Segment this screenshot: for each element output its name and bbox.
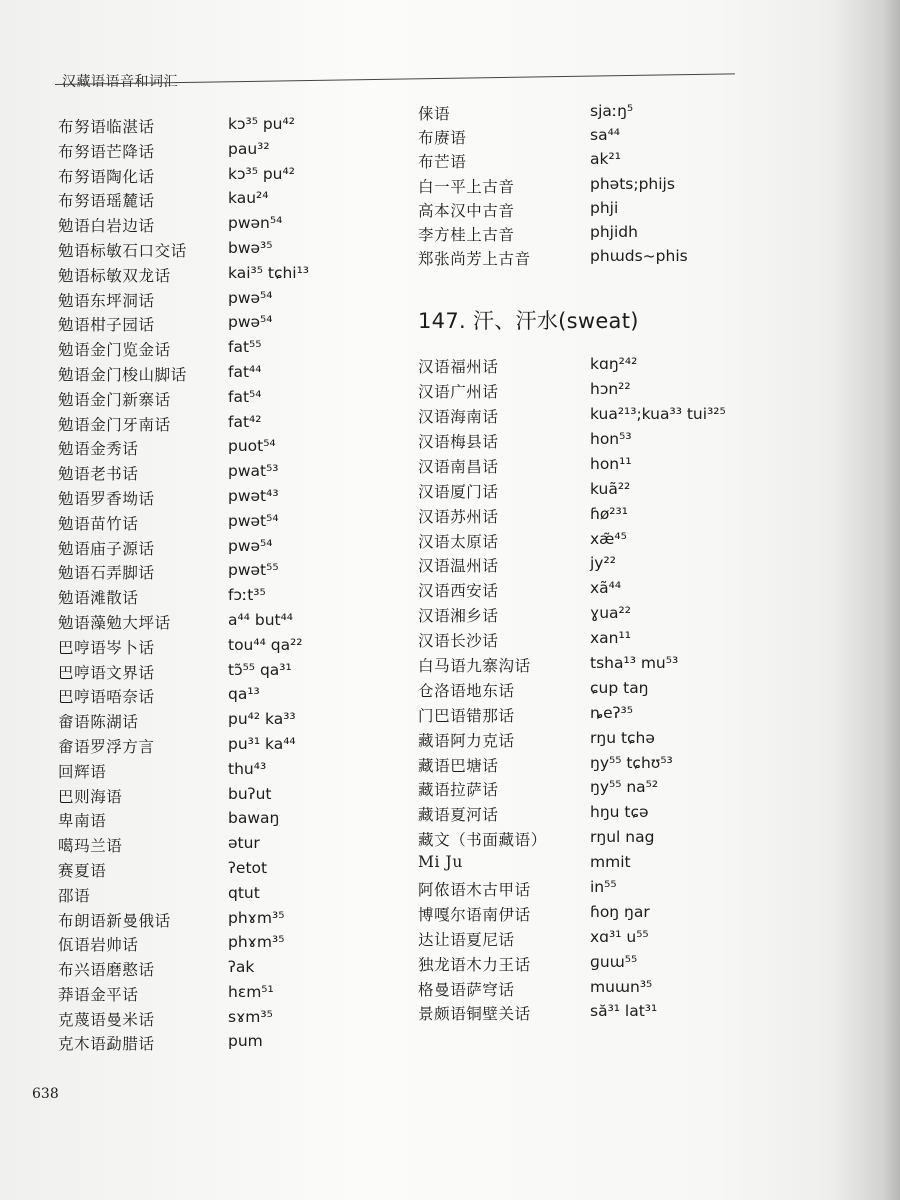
pronunciation: ak²¹ <box>590 150 621 169</box>
pronunciation: thu⁴³ <box>228 759 267 778</box>
language-name: 巴哼语文界话 <box>58 663 155 682</box>
entry-row <box>418 505 639 530</box>
pronunciation: tou⁴⁴ qa²² <box>228 635 303 654</box>
language-name: 藏语阿力克话 <box>418 731 515 750</box>
pronunciation: puot⁵⁴ <box>228 437 276 456</box>
pronunciation: pwə⁵⁴ <box>228 536 273 555</box>
pronunciation: qtut <box>228 883 260 902</box>
page-binding-shadow <box>830 0 900 1200</box>
language-name: 畲语陈湖话 <box>58 713 139 732</box>
language-name: 勉语标敏石口交话 <box>58 241 187 260</box>
language-name: 藏语巴塘话 <box>418 756 499 775</box>
pronunciation: kuã²² <box>590 479 631 498</box>
entry-row <box>418 380 639 405</box>
pronunciation: sa⁴⁴ <box>590 126 621 145</box>
pronunciation: tsha¹³ mu⁵³ <box>590 654 679 672</box>
pronunciation: xɑ³¹ u⁵⁵ <box>590 927 649 946</box>
language-name: 布努语临湛话 <box>58 118 155 136</box>
language-name: 莽语金平话 <box>58 985 139 1004</box>
pronunciation: rŋul nag <box>590 828 655 847</box>
language-name: 勉语金门新寨话 <box>58 390 171 409</box>
pronunciation: muɯn³⁵ <box>590 977 653 996</box>
language-name: 景颇语铜壁关话 <box>418 1005 531 1024</box>
entry-row <box>418 102 639 126</box>
entry-row <box>418 604 639 629</box>
pronunciation: ətur <box>228 834 260 853</box>
entry-row <box>418 355 639 380</box>
language-name: 高本汉中古音 <box>418 201 515 220</box>
pronunciation: pau³² <box>228 139 270 158</box>
language-name: 勉语标敏双龙话 <box>58 266 171 285</box>
entry-row <box>418 530 639 555</box>
pronunciation: hɔn²² <box>590 380 631 399</box>
pronunciation: phɯds~phis <box>590 247 688 266</box>
entry-row <box>418 199 639 223</box>
pronunciation: fat⁵⁴ <box>228 387 262 406</box>
language-name: 布努语瑶麓话 <box>58 192 155 211</box>
language-name: 布努语陶化话 <box>58 167 155 186</box>
entry-row <box>418 405 726 430</box>
language-name: 仓洛语地东话 <box>418 681 515 700</box>
pronunciation: ɦø²³¹ <box>590 504 628 523</box>
language-name: 卑南语 <box>58 812 107 831</box>
pronunciation: rŋu tɕhə <box>590 728 655 747</box>
language-name: 勉语罗香坳话 <box>58 489 155 508</box>
language-name: 勉语庙子源话 <box>58 539 155 558</box>
pronunciation: pwə⁵⁴ <box>228 288 273 307</box>
entry-row <box>418 878 639 903</box>
language-name: 汉语湘乡话 <box>418 607 499 626</box>
language-name: 勉语石弄脚话 <box>58 564 155 583</box>
language-name: 郑张尚芳上古音 <box>418 250 531 269</box>
pronunciation: tɔ̃⁵⁵ qa³¹ <box>228 660 292 679</box>
pronunciation: xan¹¹ <box>590 629 631 648</box>
pronunciation: ɕup taŋ <box>590 678 649 697</box>
entry-row <box>418 480 639 505</box>
pronunciation: hɛm⁵¹ <box>228 982 274 1001</box>
pronunciation: phəts;phijs <box>590 174 675 193</box>
pronunciation: pwat⁵³ <box>228 462 279 481</box>
language-name: 门巴语错那话 <box>418 706 515 725</box>
language-name: 勉语金秀话 <box>58 440 139 459</box>
language-name: 勉语东坪洞话 <box>58 291 155 310</box>
entry-row <box>418 853 639 878</box>
language-name: 汉语海南话 <box>418 408 499 427</box>
language-name: 汉语苏州话 <box>418 507 499 526</box>
pronunciation: hon¹¹ <box>590 454 632 473</box>
language-name: 博嘎尔语南伊话 <box>418 905 531 924</box>
entry-row <box>418 223 639 247</box>
language-name: 独龙语木力王话 <box>418 955 531 974</box>
pronunciation: qa¹³ <box>228 685 260 704</box>
pronunciation: jy²² <box>590 554 616 573</box>
language-name: 克木语勐腊话 <box>58 1035 155 1054</box>
pronunciation: kɑŋ²⁴² <box>590 355 638 374</box>
language-name: 勉语柑子园话 <box>58 316 155 335</box>
pronunciation: kua²¹³;kua³³ tui³²⁵ <box>590 405 726 424</box>
running-header: 汉藏语语音和词汇 <box>62 74 178 90</box>
pronunciation: buʔut <box>228 784 272 803</box>
language-name: 李方桂上古音 <box>418 225 515 244</box>
language-name: 勉语金门梭山脚话 <box>58 365 187 384</box>
language-name: 汉语广州话 <box>418 383 499 402</box>
language-name: 勉语白岩边话 <box>58 217 155 236</box>
entry-row <box>418 430 639 455</box>
right-column <box>418 102 726 1027</box>
language-name: 邵语 <box>58 886 91 905</box>
language-name: 阿侬语木古甲话 <box>418 881 531 900</box>
entry-row <box>418 977 653 1003</box>
language-name: 巴哼语唔奈话 <box>58 688 155 707</box>
pronunciation: ȵeʔ³⁵ <box>590 703 633 722</box>
pronunciation: pum <box>228 1032 263 1051</box>
language-name: 汉语梅县话 <box>418 432 499 451</box>
language-name: 藏语拉萨话 <box>418 781 499 800</box>
pronunciation: pu⁴² ka³³ <box>228 710 296 729</box>
language-name: 回辉语 <box>58 762 107 781</box>
right-bottom-entries <box>418 355 726 1027</box>
language-name: 汉语福州话 <box>418 358 499 377</box>
language-name: 汉语西安话 <box>418 582 499 601</box>
pronunciation: bwə³⁵ <box>228 238 273 257</box>
pronunciation: sjaːŋ⁵ <box>590 102 634 120</box>
page-number: 638 <box>32 1086 59 1102</box>
language-name: Mi Ju <box>418 853 463 872</box>
pronunciation: kau²⁴ <box>228 189 269 208</box>
pronunciation: mmit <box>590 853 631 872</box>
language-name: 格曼语萨穹话 <box>418 980 515 999</box>
section-heading: 147. 汗、汗水(sweat) <box>418 309 639 334</box>
language-name: 汉语厦门话 <box>418 482 499 501</box>
language-name: 勉语金门览金话 <box>58 341 171 360</box>
entry-row <box>418 803 649 828</box>
pronunciation: ʔak <box>228 958 255 977</box>
pronunciation: pwə⁵⁴ <box>228 313 273 332</box>
language-name: 汉语长沙话 <box>418 632 499 651</box>
pronunciation: ɡuɯ⁵⁵ <box>590 952 638 971</box>
pronunciation: ŋy⁵⁵ tɕhʊ⁵³ <box>590 753 673 772</box>
language-name: 巴哼语岑卜话 <box>58 638 155 657</box>
language-name: 汉语温州话 <box>418 557 499 576</box>
language-name: 克蔑语曼米话 <box>58 1010 155 1029</box>
language-name: 勉语老书话 <box>58 465 139 484</box>
language-name: 藏文（书面藏语） <box>418 831 547 850</box>
pronunciation: ɦoŋ ŋar <box>590 902 650 921</box>
pronunciation: ŋy⁵⁵ na⁵² <box>590 778 659 797</box>
pronunciation: fat⁴² <box>228 412 262 431</box>
language-name: 勉语苗竹话 <box>58 514 139 533</box>
entry-row <box>418 704 639 729</box>
pronunciation: a⁴⁴ but⁴⁴ <box>228 610 294 629</box>
language-name: 佤语岩帅话 <box>58 936 139 955</box>
language-name: 赛夏语 <box>58 861 107 880</box>
pronunciation: phji <box>590 198 619 217</box>
language-name: 白马语九寨沟话 <box>418 657 531 675</box>
language-name: 勉语藻勉大坪话 <box>58 613 171 632</box>
language-name: 汉语南昌话 <box>418 457 499 476</box>
pronunciation: hŋu tɕə <box>590 803 649 822</box>
pronunciation: să³¹ lat³¹ <box>590 1002 658 1021</box>
pronunciation: hon⁵³ <box>590 429 632 448</box>
entry-row <box>418 953 639 978</box>
language-name: 布朗语新曼俄话 <box>58 911 171 930</box>
pronunciation: ʔetot <box>228 858 268 877</box>
language-name: 畲语罗浮方言 <box>58 737 155 756</box>
pronunciation: kai³⁵ tɕhi¹³ <box>228 263 310 282</box>
pronunciation: kɔ³⁵ pu⁴² <box>228 164 295 183</box>
language-name: 巴则海语 <box>58 787 123 806</box>
pronunciation: pwət⁴³ <box>228 486 279 505</box>
language-name: 俫语 <box>418 105 451 123</box>
language-name: 达让语夏尼话 <box>418 930 515 949</box>
pronunciation: pwət⁵⁴ <box>228 511 279 530</box>
entry-row <box>418 554 639 579</box>
entry-row <box>418 126 639 150</box>
pronunciation: in⁵⁵ <box>590 878 617 897</box>
entry-row <box>418 927 649 953</box>
entry-row <box>418 728 655 754</box>
entry-row <box>418 174 675 199</box>
language-name: 勉语滩散话 <box>58 589 139 608</box>
right-top-entries <box>418 102 688 271</box>
language-name: 白一平上古音 <box>418 177 515 196</box>
pronunciation: fat⁵⁵ <box>228 338 262 357</box>
pronunciation: pwət⁵⁵ <box>228 561 279 580</box>
language-name: 布兴语磨憨话 <box>58 961 155 980</box>
entry-row <box>418 678 649 704</box>
language-name: 藏语夏河话 <box>418 806 499 825</box>
language-name: 布努语芒降话 <box>58 142 155 161</box>
pronunciation: bawaŋ <box>228 809 280 828</box>
pronunciation: phɤm³⁵ <box>228 933 285 952</box>
language-name: 布芒语 <box>418 153 467 172</box>
language-name: 布赓语 <box>418 129 467 148</box>
language-name: 噶玛兰语 <box>58 837 123 856</box>
entry-row <box>418 1002 658 1027</box>
pronunciation: kɔ³⁵ pu⁴² <box>228 115 295 133</box>
pronunciation: ɣua²² <box>590 604 631 623</box>
entry-row <box>418 654 679 679</box>
entry-row <box>418 629 639 654</box>
entry-row <box>418 579 639 604</box>
pronunciation: fat⁴⁴ <box>228 362 262 381</box>
entry-row <box>418 828 655 853</box>
entry-row <box>418 150 639 174</box>
language-name: 汉语太原话 <box>418 532 499 551</box>
pronunciation: pu³¹ ka⁴⁴ <box>228 734 296 753</box>
entry-row <box>418 753 673 779</box>
language-name: 勉语金门牙南话 <box>58 415 171 434</box>
entry-row <box>418 247 688 271</box>
pronunciation: sɤm³⁵ <box>228 1007 273 1026</box>
entry-row <box>418 455 639 480</box>
entry-row <box>418 778 659 803</box>
pronunciation: xã⁴⁴ <box>590 579 622 598</box>
pronunciation: phɤm³⁵ <box>228 908 285 927</box>
entry-row <box>418 902 650 928</box>
pronunciation: fɔːt³⁵ <box>228 586 266 605</box>
pronunciation: phjidh <box>590 222 638 241</box>
pronunciation: xæ̃⁴⁵ <box>590 529 627 548</box>
pronunciation: pwən⁵⁴ <box>228 214 283 233</box>
